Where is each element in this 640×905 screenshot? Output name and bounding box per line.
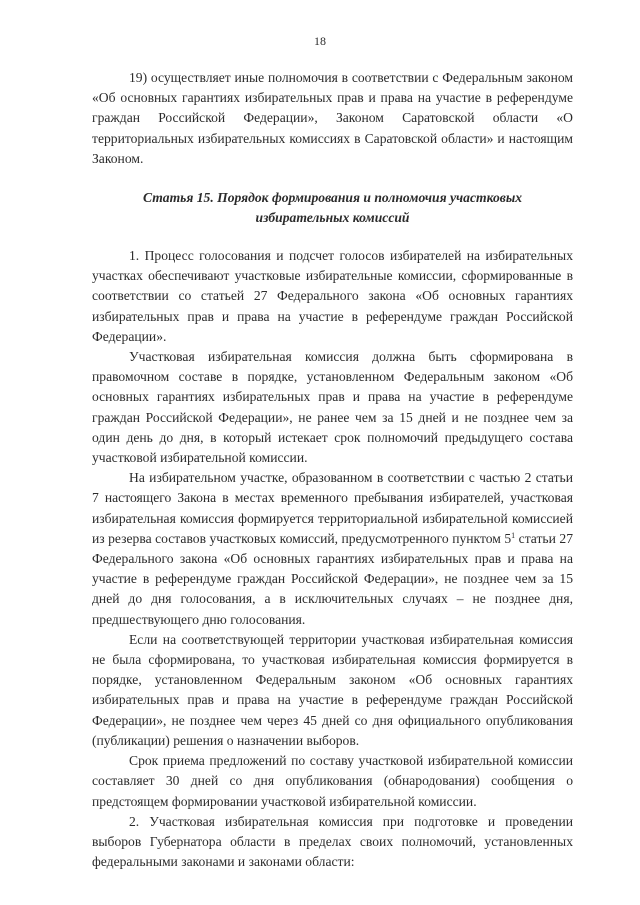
document-body	[92, 68, 573, 872]
paragraph-5: Срок приема предложений по составу участковой избирательной комиссии составляет 30 дней со дня опубликования (обнародования) сообщения о предстоящем формировании участковой избирательной комиссии.	[92, 753, 573, 809]
paragraph-3-text-before: На избирательном участке, образованном в соответствии с частью 2 статьи 7 настоящего Закона в местах временного пребывания избирателей, участковая избирательная комиссия формируется территориальной избирательной комиссией из резерва составов участковых комиссий, предусмотренного пунктом 5	[92, 470, 573, 546]
article-heading-line-2: избирательных комиссий	[255, 210, 410, 226]
article-heading-line-1: Статья 15. Порядок формирования и полномочия участковых	[142, 190, 523, 206]
page-number: 18	[314, 34, 326, 48]
paragraph-3-superscript: 1	[511, 530, 516, 540]
paragraph-3	[92, 468, 573, 630]
paragraph-item-19: 19) осуществляет иные полномочия в соответствии с Федеральным законом «Об основных гарантиях избирательных прав и права на участие в референдуме граждан Российской Федерации», Законом Саратовской области «О территориальных избирательных комиссиях в Саратовской области» и настоящим Законом.	[92, 70, 573, 166]
paragraph-4: Если на соответствующей территории участковая избирательная комиссия не была сформирована, то участковая избирательная комиссия формируется в порядке, установленном Федеральным законом «Об основных гарантиях избирательных прав и права на участие в референдуме граждан Российской Федерации», не позднее чем через 45 дней со дня официального опубликования (публикации) решения о назначении выборов.	[92, 631, 573, 748]
paragraph-2: Участковая избирательная комиссия должна быть сформирована в правомочном составе в порядке, установленном Федеральным законом «Об основных гарантиях избирательных прав и права на участие в референдуме граждан Российской Федерации», не ранее чем за 15 дней и не позднее чем за один день до дня, в который истекает срок полномочий предыдущего состава участковой избирательной комиссии.	[92, 349, 573, 466]
article-heading	[92, 188, 573, 228]
paragraph-3-text-after: статьи 27 Федерального закона «Об основных гарантиях избирательных прав и права на участие в референдуме граждан Российской Федерации», не позднее чем за 15 дней до дня голосования, а в исключительных случаях – не позднее дня, предшествующего дню голосования.	[92, 530, 573, 627]
paragraph-1: 1. Процесс голосования и подсчет голосов избирателей на избирательных участках обеспечивают участковые избирательные комиссии, сформированные в соответствии со статьей 27 Федерального закона «Об основных гарантиях избирательных прав и права на участие в референдуме граждан Российской Федерации».	[92, 248, 573, 344]
paragraph-6: 2. Участковая избирательная комиссия при подготовке и проведении выборов Губернатора области в пределах своих полномочий, установленных федеральными законами и законами области:	[92, 813, 573, 870]
